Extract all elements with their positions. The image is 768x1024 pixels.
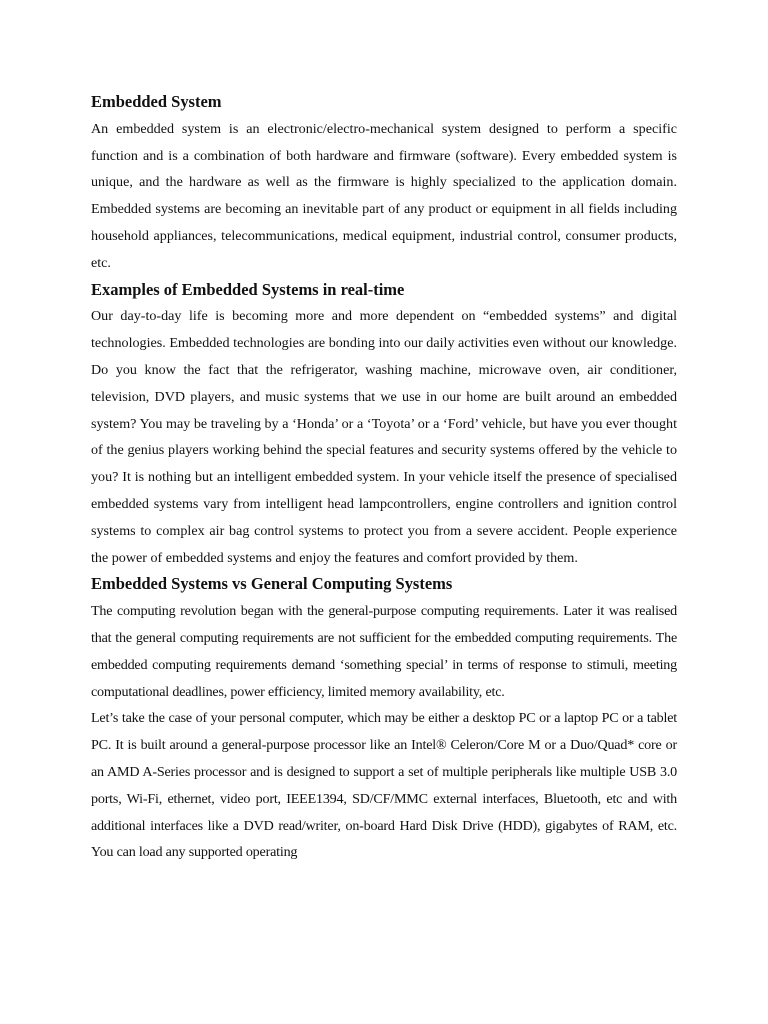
document-page bbox=[91, 89, 677, 866]
paragraph-embedded-system-definition: An embedded system is an electronic/electro-mechanical system designed to perform a specific function and is a combination of both hardware and firmware (software). Every embedded system is unique, and the hardware as well as the firmware is highly specialized to the application domain. Embedded systems are becoming an inevitable part of any product or equipment in all fields including household appliances, telecommunications, medical equipment, industrial control, consumer products, etc. bbox=[91, 120, 677, 271]
paragraph-computing-revolution: The computing revolution began with the general-purpose computing requirements. Later it was realised that the general computing requirements are not sufficient for the embedded computing requirements. The embedded computing requirements demand ‘something special’ in terms of response to stimuli, meeting computational deadlines, power efficiency, limited memory availability, etc. bbox=[91, 603, 677, 700]
paragraph-personal-computer: Let’s take the case of your personal computer, which may be either a desktop PC or a laptop PC or a tablet PC. It is built around a general-purpose processor like an Intel® Celeron/Core M or a Duo/Quad* core or an AMD A-Series processor and is designed to support a set of multiple peripherals like multiple USB 3.0 ports, Wi-Fi, ethernet, video port, IEEE1394, SD/CF/MMC external interfaces, Bluetooth, etc and with additional interfaces like a DVD read/writer, on-board Hard Disk Drive (HDD), gigabytes of RAM, etc. You can load any supported operating bbox=[91, 710, 677, 861]
paragraph-examples: Our day-to-day life is becoming more and more dependent on “embedded systems” and digital technologies. Embedded technologies are bonding into our daily activities even without our knowledge. Do you know the fact that the refrigerator, washing machine, microwave oven, air conditioner, television, DVD players, and music systems that we use in our home are built around an embedded system? You may be traveling by a ‘Honda’ or a ‘Toyota’ or a ‘Ford’ vehicle, but have you ever thought of the genius players working behind the special features and security systems offered by the vehicle to you? It is nothing but an intelligent embedded system. In your vehicle itself the presence of specialised embedded systems vary from intelligent head lampcontrollers, engine controllers and ignition control systems to complex air bag control systems to protect you from a severe accident. People experience the power of embedded systems and enjoy the features and comfort provided by them. bbox=[91, 308, 677, 566]
section-heading-vs-general-computing: Embedded Systems vs General Computing Systems bbox=[91, 574, 453, 594]
section-heading-examples: Examples of Embedded Systems in real-time bbox=[91, 279, 405, 299]
section-heading-embedded-system: Embedded System bbox=[91, 92, 222, 111]
